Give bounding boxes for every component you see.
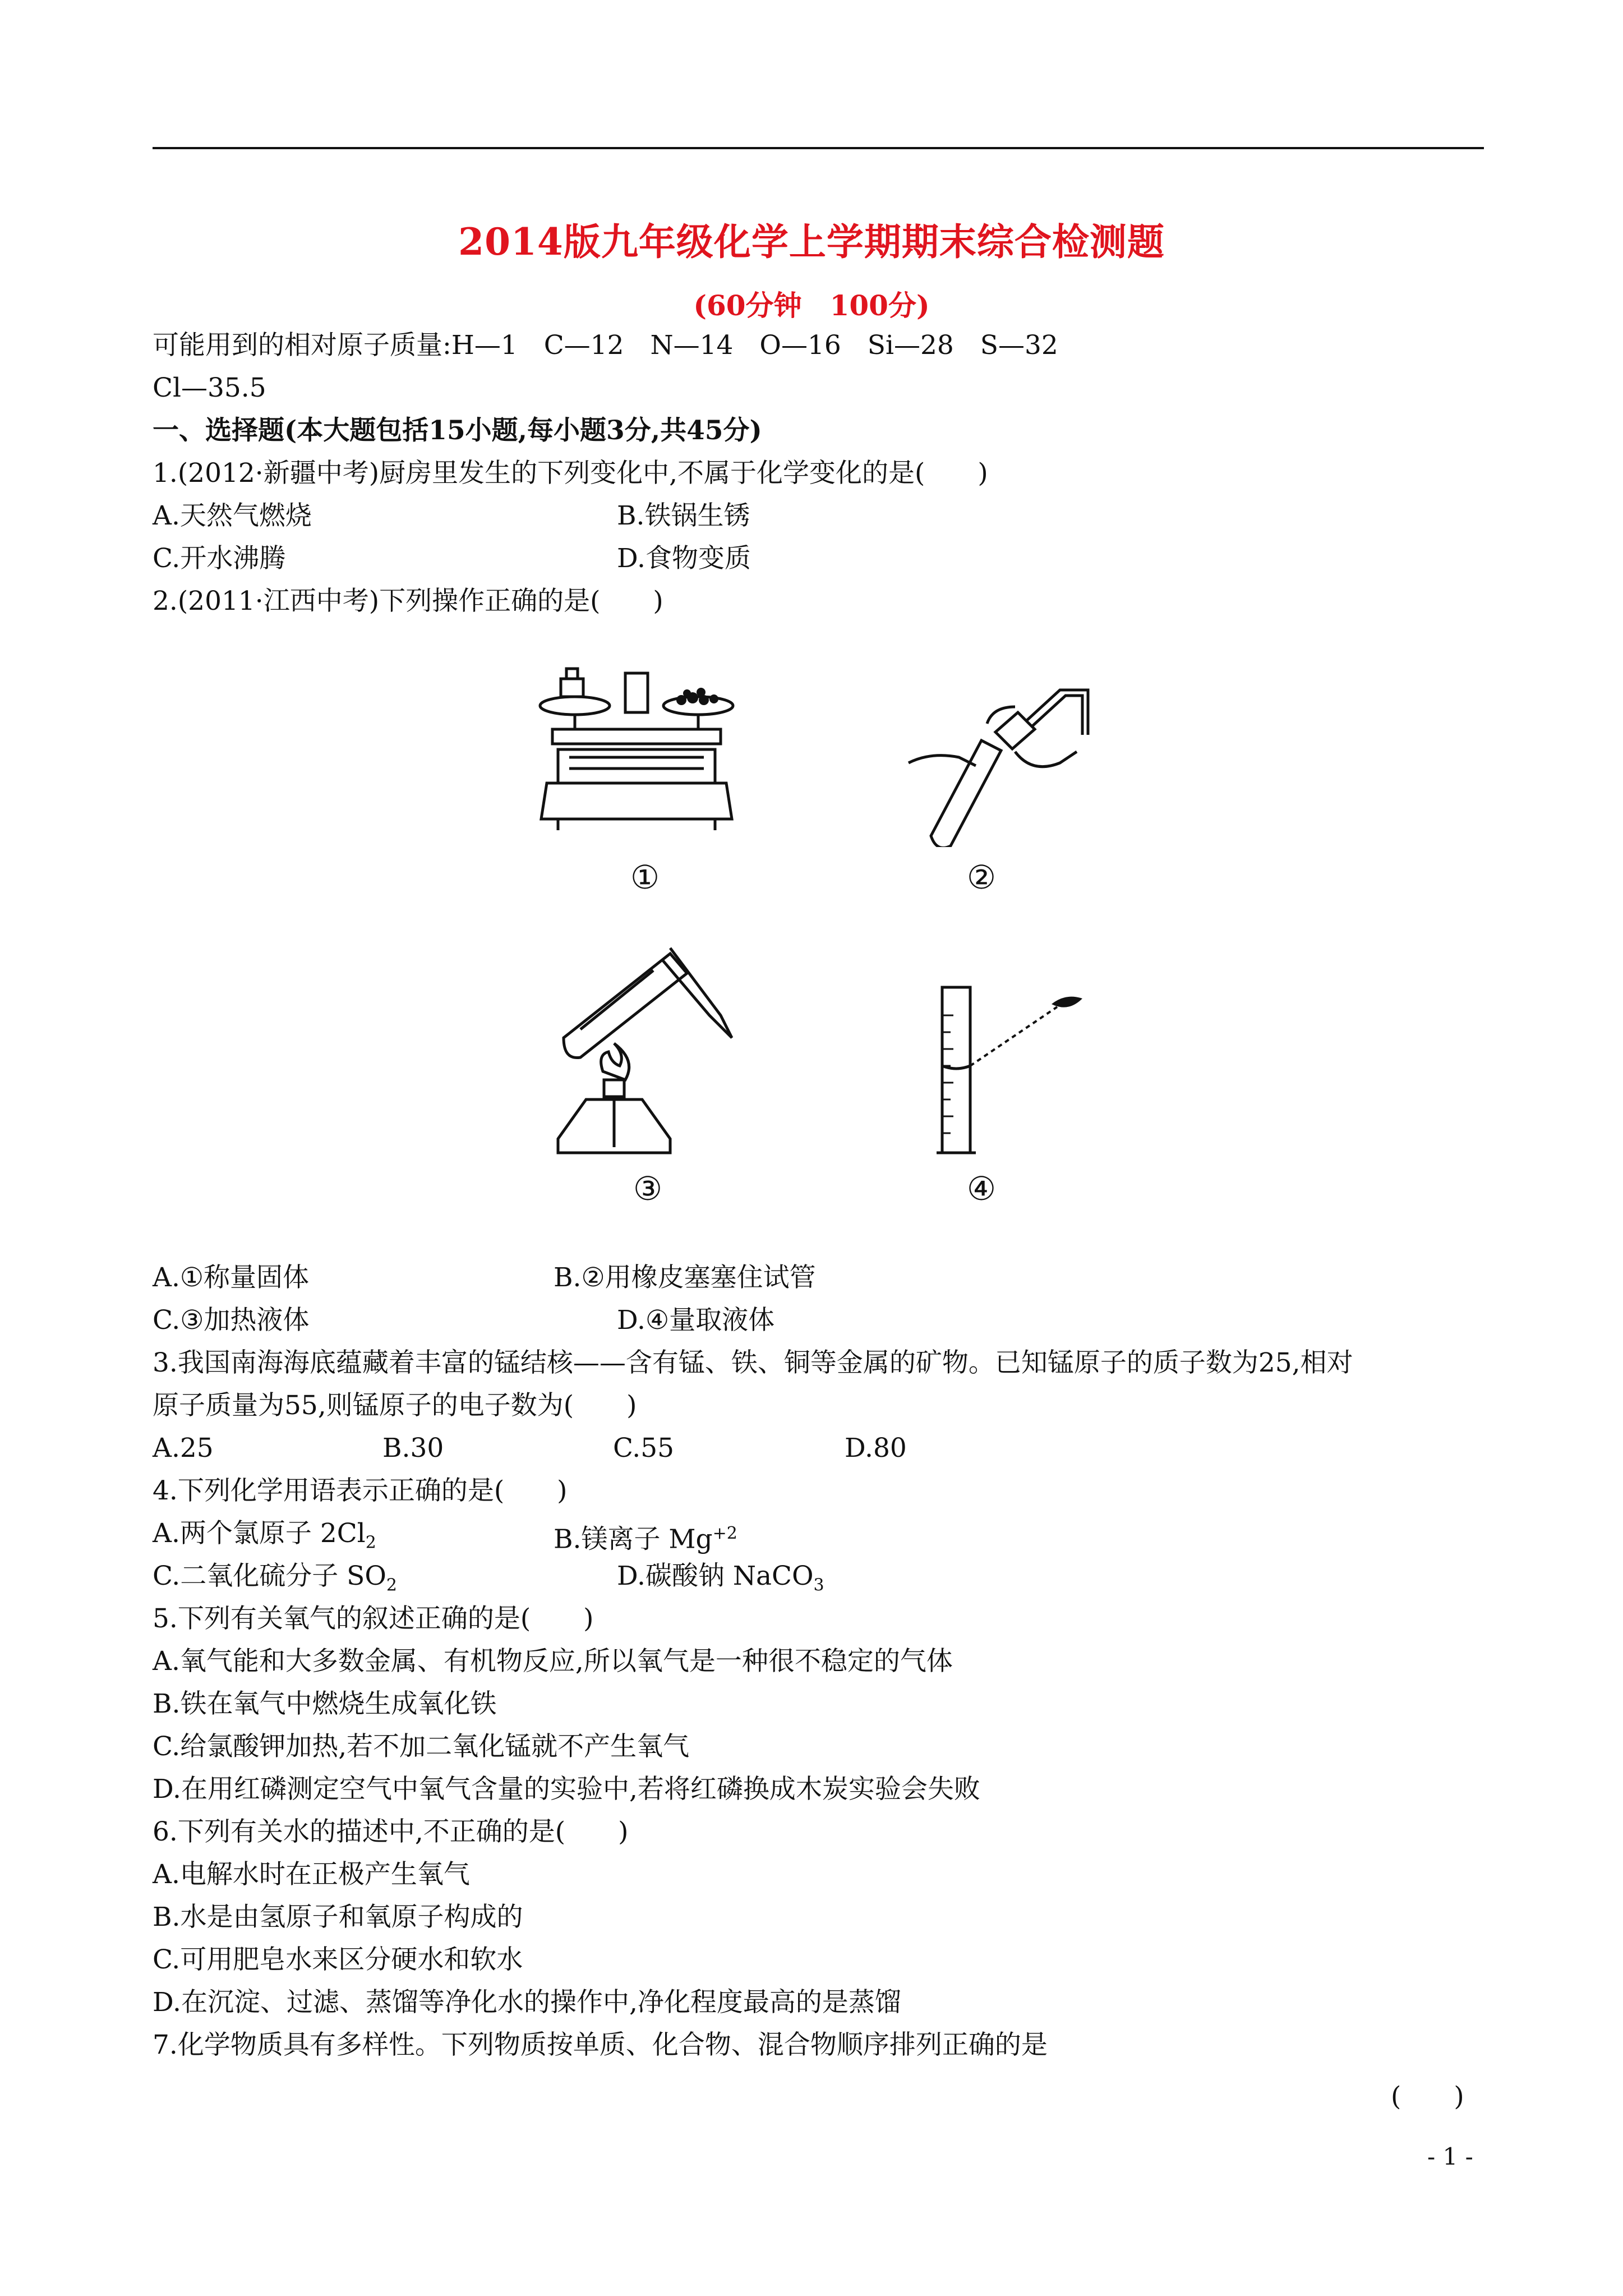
q1-option-c: C.开水沸腾 (153, 543, 286, 574)
page-number: - 1 - (1427, 2143, 1473, 2170)
header-rule (153, 147, 1484, 149)
q4-option-c: C.二氧化硫分子 $SO_2$ (153, 1561, 397, 1595)
q2-option-c: C.③加热液体 (153, 1305, 310, 1336)
section1-heading: 一、选择题(本大题包括15小题,每小题3分,共45分) (153, 415, 762, 446)
q4-option-a: A.两个氯原子 $2Cl_2$ (153, 1518, 376, 1553)
q3-option-b: B.30 (382, 1433, 444, 1464)
fig-label-3: ③ (633, 1170, 662, 1208)
q7-stem: 7.化学物质具有多样性。下列物质按单质、化合物、混合物顺序排列正确的是 (153, 2030, 1048, 2060)
q3-stem-line1: 3.我国南海海底蕴藏着丰富的锰结核——含有锰、铁、铜等金属的矿物。已知锰原子的质子数为25,相对 (153, 1347, 1353, 1378)
q1-option-a: A.天然气燃烧 (153, 500, 312, 531)
q1-stem: 1.(2012·新疆中考)厨房里发生的下列变化中,不属于化学变化的是( ) (153, 458, 988, 489)
atomic-masses-line1: 可能用到的相对原子质量:H—1 C—12 N—14 O—16 Si—28 S—32 (153, 330, 1058, 361)
q6-stem: 6.下列有关水的描述中,不正确的是( ) (153, 1816, 629, 1847)
graduated-cylinder-figure (931, 982, 1110, 1167)
balance-figure (536, 662, 737, 847)
q7-answer-blank: ( ) (1391, 2081, 1464, 2112)
q5-option-d: D.在用红磷测定空气中氧气含量的实验中,若将红磷换成木炭实验会失败 (153, 1774, 980, 1805)
q4-option-d: D.碳酸钠 NaCO$_3$ (617, 1561, 824, 1595)
q1-option-d: D.食物变质 (617, 543, 751, 574)
q2-option-d: D.④量取液体 (617, 1305, 775, 1336)
q6-option-b: B.水是由氢原子和氧原子构成的 (153, 1902, 523, 1932)
q2-option-a: A.①称量固体 (153, 1262, 310, 1293)
q5-option-c: C.给氯酸钾加热,若不加二氧化锰就不产生氧气 (153, 1731, 690, 1762)
atomic-masses-line2: Cl—35.5 (153, 372, 266, 403)
heating-liquid-figure (541, 931, 754, 1167)
test-tube-stopper-figure (897, 668, 1110, 847)
q3-option-a: A.25 (153, 1433, 214, 1464)
q6-option-a: A.电解水时在正极产生氧气 (153, 1859, 470, 1890)
q2-option-b: B.②用橡皮塞塞住试管 (554, 1262, 816, 1293)
q4-option-b: B.镁离子 $Mg^{+2}$ (554, 1524, 737, 1555)
q5-option-a: A.氧气能和大多数金属、有机物反应,所以氧气是一种很不稳定的气体 (153, 1646, 953, 1677)
q4-stem: 4.下列化学用语表示正确的是( ) (153, 1475, 568, 1506)
q1-option-b: B.铁锅生锈 (617, 500, 750, 531)
fig-label-1: ① (630, 858, 660, 896)
q3-stem-line2: 原子质量为55,则锰原子的电子数为( ) (153, 1390, 637, 1421)
fig-label-4: ④ (967, 1170, 996, 1208)
page-title: 2014版九年级化学上学期期末综合检测题 (458, 220, 1165, 264)
page-subtitle: (60分钟 100分) (693, 289, 930, 322)
q6-option-d: D.在沉淀、过滤、蒸馏等净化水的操作中,净化程度最高的是蒸馏 (153, 1987, 901, 2018)
q6-option-c: C.可用肥皂水来区分硬水和软水 (153, 1944, 523, 1975)
q5-option-b: B.铁在氧气中燃烧生成氧化铁 (153, 1688, 497, 1719)
q5-stem: 5.下列有关氧气的叙述正确的是( ) (153, 1603, 594, 1634)
q3-option-c: C.55 (613, 1433, 675, 1464)
q3-option-d: D.80 (845, 1433, 907, 1464)
q2-stem: 2.(2011·江西中考)下列操作正确的是( ) (153, 586, 663, 616)
fig-label-2: ② (967, 858, 996, 896)
